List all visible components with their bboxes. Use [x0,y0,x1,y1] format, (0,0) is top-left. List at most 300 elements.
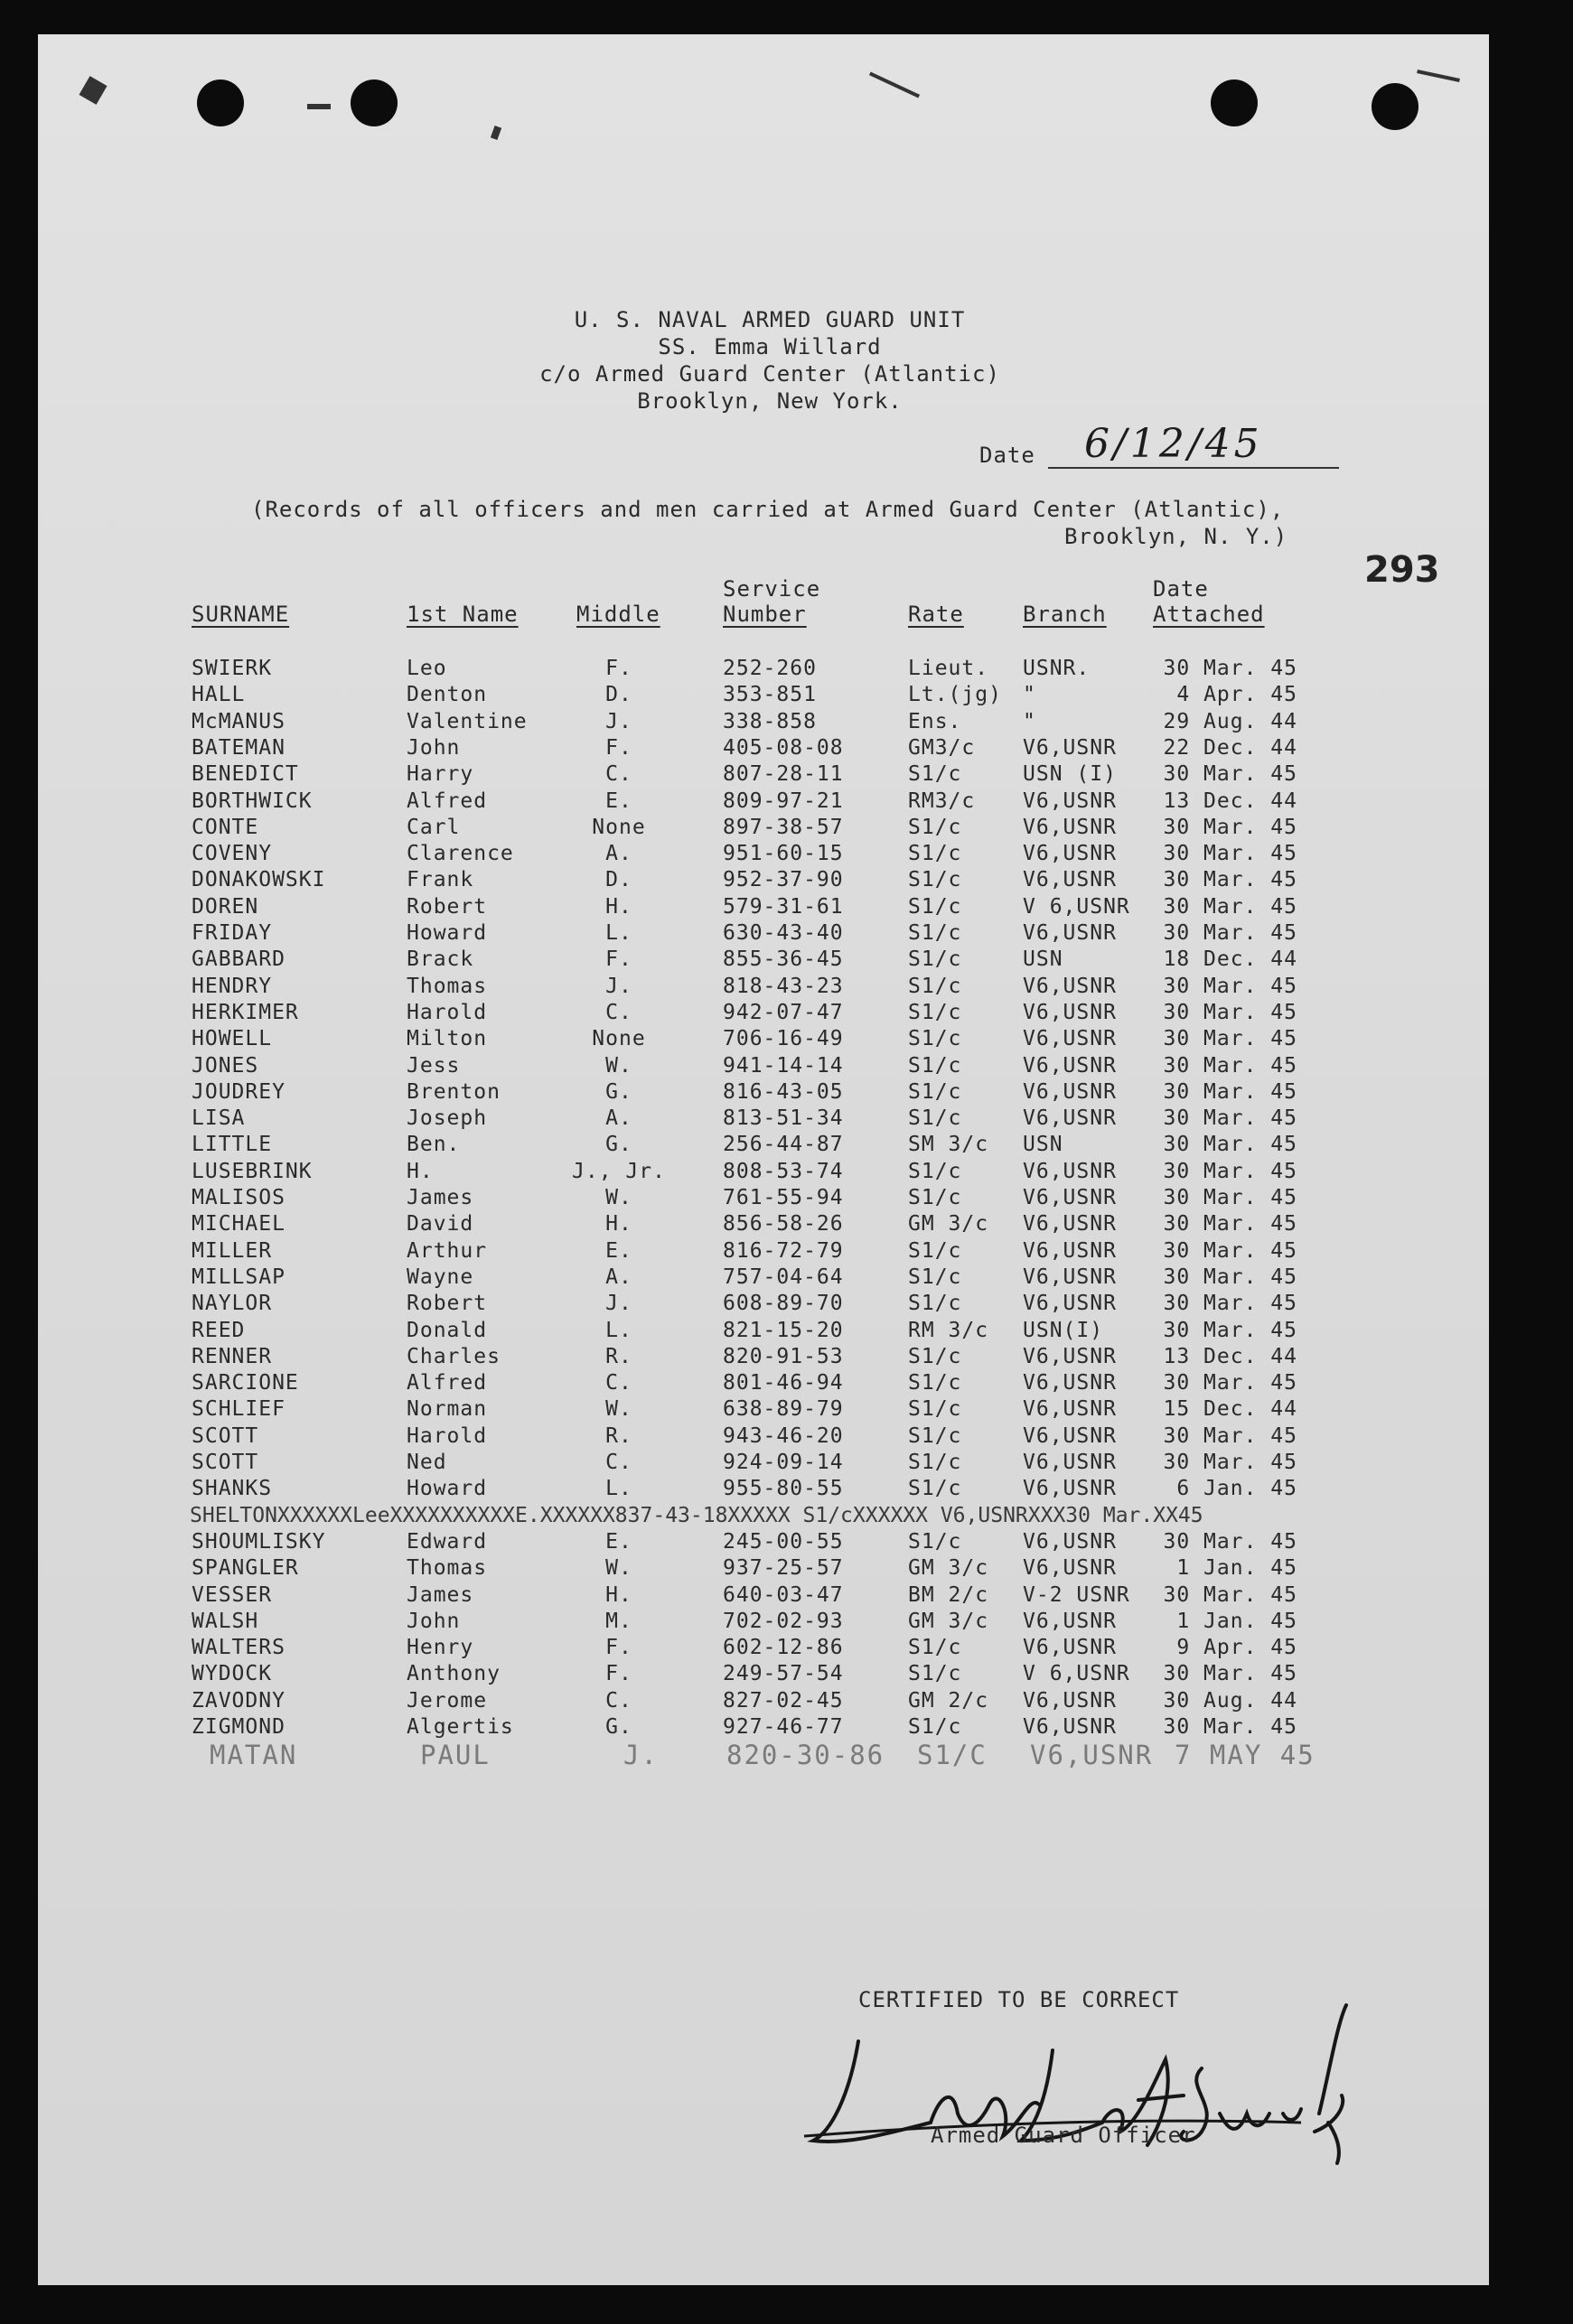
cell-rate: S1/c [908,1477,962,1501]
cell-middle: J. [623,1740,659,1771]
cell-service-number: 924-09-14 [723,1451,844,1474]
col-rate: Rate [908,602,964,627]
cell-branch: V 6,USNR [1023,1662,1130,1686]
header-unit: U. S. NAVAL ARMED GUARD UNIT [574,307,966,332]
table-row [0,842,1573,868]
table-row [0,1319,1573,1345]
page-number: 293 [1364,549,1440,591]
cell-rate: S1/c [908,868,962,892]
cell-service-number: 818-43-23 [723,974,844,998]
cell-date: 30 Mar. 45 [1163,1186,1297,1209]
cell-date: 22 Dec. 44 [1163,735,1297,760]
cell-first-name: Charles [407,1344,501,1368]
col-service-top: Service [723,576,821,602]
table-row [0,1610,1573,1636]
cell-branch: V6,USNR [1023,1371,1117,1395]
cell-surname: SHANKS [192,1477,273,1501]
cell-branch: V6,USNR [1023,1079,1117,1104]
cell-rate: S1/c [908,1636,962,1660]
cell-branch: V6,USNR [1023,1344,1117,1368]
cell-branch: V-2 USNR [1023,1582,1130,1607]
cell-surname: SWIERK [192,657,273,680]
certification-statement: CERTIFIED TO BE CORRECT [858,1987,1180,2012]
cell-first-name: Harry [407,762,474,787]
cell-middle: R. [605,1423,632,1448]
cell-rate: GM 2/c [908,1688,989,1713]
cell-service-number: 602-12-86 [723,1636,844,1660]
cell-date: 18 Dec. 44 [1163,947,1297,972]
cell-service-number: 809-97-21 [723,789,844,813]
table-row [0,895,1573,921]
cell-surname: MILLSAP [192,1265,286,1289]
cell-middle: F. [605,657,632,680]
cell-rate: S1/c [908,1053,962,1078]
cell-surname: NAYLOR [192,1292,273,1316]
table-row [0,1054,1573,1080]
cell-date: 30 Mar. 45 [1163,974,1297,998]
cell-service-number: 245-00-55 [723,1529,844,1554]
cell-first-name: Denton [407,683,488,707]
cell-first-name: Howard [407,1477,488,1501]
cell-branch: V6,USNR [1023,1451,1117,1474]
cell-rate: S1/c [908,974,962,998]
cell-middle: H. [605,894,632,919]
cell-date: 30 Mar. 45 [1163,1159,1297,1183]
cell-service-number: 820-91-53 [723,1344,844,1368]
cell-date: 30 Mar. 45 [1163,1318,1297,1342]
cell-branch: V6,USNR [1023,1238,1117,1263]
cell-middle: L. [605,1477,632,1501]
cell-branch: V6,USNR [1023,1106,1117,1131]
table-row [0,816,1573,842]
table-row [0,1239,1573,1265]
cell-first-name: Howard [407,921,488,945]
col-first-name: 1st Name [407,602,519,627]
table-row [0,1477,1573,1503]
table-row [0,710,1573,736]
table-row [0,1451,1573,1477]
cell-date: 30 Mar. 45 [1163,921,1297,945]
cell-service-number: 952-37-90 [723,868,844,892]
cell-first-name: Harold [407,1423,488,1448]
cell-middle: D. [605,683,632,707]
cell-rate: S1/c [908,1265,962,1289]
cell-rate: RM3/c [908,789,976,813]
cell-rate: GM 3/c [908,1609,989,1633]
cell-branch: V6,USNR [1023,921,1117,945]
cell-branch: V6,USNR [1023,1715,1117,1739]
cell-middle: H. [605,1582,632,1607]
records-note: (Records of all officers and men carried at Armed Guard Center (Atlantic), [251,497,1285,522]
cell-surname: LUSEBRINK [192,1159,313,1183]
cell-service-number: 943-46-20 [723,1423,844,1448]
cell-surname: DONAKOWSKI [192,868,326,892]
cell-first-name: Brack [407,947,474,972]
cell-surname: BATEMAN [192,735,286,760]
cell-surname: SCOTT [192,1451,259,1474]
struck-out-row: SHELTONXXXXXXLeeXXXXXXXXXXE.XXXXXX837-43-18XXXXX S1/cXXXXXX V6,USNRXXX30 Mar.XX45 [190,1503,1203,1527]
cell-first-name: James [407,1582,474,1607]
records-note-location: Brooklyn, N. Y.) [1064,524,1288,549]
date-value: 6/12/45 [1084,421,1263,467]
table-row [0,736,1573,762]
cell-surname: MALISOS [192,1186,286,1209]
cell-rate: S1/c [908,1397,962,1422]
cell-first-name: Ned [407,1451,447,1474]
cell-middle: F. [605,735,632,760]
col-date-top: Date [1153,576,1209,602]
cell-middle: J. [605,974,632,998]
table-row [0,1027,1573,1053]
cell-middle: R. [605,1344,632,1368]
cell-service-number: 827-02-45 [723,1688,844,1713]
table-row [0,789,1573,816]
cell-rate: S1/c [908,1344,962,1368]
cell-date: 4 Apr. 45 [1176,683,1297,707]
cell-rate: S1/c [908,921,962,945]
cell-branch: USN (I) [1023,762,1117,787]
cell-first-name: Jess [407,1053,461,1078]
table-row [0,1583,1573,1610]
cell-date: 30 Mar. 45 [1163,762,1297,787]
cell-service-number: 821-15-20 [723,1318,844,1342]
cell-middle: None [592,1027,646,1051]
cell-service-number: 941-14-14 [723,1053,844,1078]
cell-first-name: John [407,1609,461,1633]
cell-service-number: 820-30-86 [726,1740,885,1771]
cell-middle: E. [605,1238,632,1263]
cell-surname: MICHAEL [192,1212,286,1237]
cell-branch: V6,USNR [1023,1423,1117,1448]
cell-branch: V 6,USNR [1023,894,1130,919]
paper-mark [307,104,331,109]
cell-first-name: Joseph [407,1106,488,1131]
cell-date: 30 Mar. 45 [1163,1079,1297,1104]
cell-date: 29 Aug. 44 [1163,709,1297,733]
cell-service-number: 816-43-05 [723,1079,844,1104]
cell-first-name: Thomas [407,974,488,998]
cell-branch: " [1023,709,1036,733]
cell-first-name: Robert [407,894,488,919]
cell-branch: USN(I) [1023,1318,1104,1342]
cell-date: 30 Aug. 44 [1163,1688,1297,1713]
cell-rate: S1/c [908,1186,962,1209]
cell-middle: None [592,815,646,839]
cell-middle: W. [605,1397,632,1422]
cell-middle: G. [605,1715,632,1739]
cell-branch: V6,USNR [1023,1636,1117,1660]
table-row [0,1345,1573,1371]
table-row [0,1186,1573,1212]
cell-first-name: Harold [407,1000,488,1024]
cell-surname: LITTLE [192,1133,273,1157]
cell-rate: Lt.(jg) [908,683,1002,707]
table-row [0,1160,1573,1186]
cell-date: 30 Mar. 45 [1163,1582,1297,1607]
cell-date: 13 Dec. 44 [1163,789,1297,813]
cell-middle: C. [605,1371,632,1395]
cell-rate: S1/c [908,1106,962,1131]
table-row [0,1689,1573,1715]
cell-surname: CONTE [192,815,259,839]
cell-date: 30 Mar. 45 [1163,868,1297,892]
cell-service-number: 761-55-94 [723,1186,844,1209]
table-row [0,1636,1573,1662]
cell-middle: H. [605,1212,632,1237]
signer-title: Armed Guard Officer [931,2123,1196,2148]
cell-date: 30 Mar. 45 [1163,1529,1297,1554]
cell-middle: W. [605,1556,632,1581]
cell-first-name: Norman [407,1397,488,1422]
cell-surname: DOREN [192,894,259,919]
cell-rate: S1/c [908,842,962,866]
cell-service-number: 808-53-74 [723,1159,844,1183]
cell-service-number: 757-04-64 [723,1265,844,1289]
cell-date: 30 Mar. 45 [1163,657,1297,680]
cell-branch: V6,USNR [1023,1186,1117,1209]
cell-date: 30 Mar. 45 [1163,1133,1297,1157]
cell-middle: W. [605,1186,632,1209]
cell-middle: C. [605,1451,632,1474]
cell-branch: V6,USNR [1023,815,1117,839]
cell-rate: S1/c [908,1529,962,1554]
cell-middle: C. [605,1000,632,1024]
cell-middle: J. [605,709,632,733]
cell-rate: Lieut. [908,657,989,680]
cell-branch: V6,USNR [1023,1212,1117,1237]
cell-rate: S1/c [908,1079,962,1104]
table-row [0,1265,1573,1292]
cell-date: 30 Mar. 45 [1163,1000,1297,1024]
cell-middle: W. [605,1053,632,1078]
cell-middle: G. [605,1079,632,1104]
cell-service-number: 927-46-77 [723,1715,844,1739]
cell-surname: FRIDAY [192,921,273,945]
cell-service-number: 608-89-70 [723,1292,844,1316]
cell-date: 30 Mar. 45 [1163,1238,1297,1263]
cell-first-name: James [407,1186,474,1209]
cell-rate: S1/c [908,1159,962,1183]
cell-service-number: 338-858 [723,709,817,733]
cell-surname: SARCIONE [192,1371,299,1395]
cell-surname: MATAN [210,1740,298,1771]
cell-date: 30 Mar. 45 [1163,1662,1297,1686]
cell-service-number: 256-44-87 [723,1133,844,1157]
cell-service-number: 706-16-49 [723,1027,844,1051]
cell-first-name: Robert [407,1292,488,1316]
cell-middle: J., Jr. [572,1159,666,1183]
cell-surname: VESSER [192,1582,273,1607]
cell-service-number: 630-43-40 [723,921,844,945]
cell-first-name: Algertis [407,1715,514,1739]
cell-service-number: 816-72-79 [723,1238,844,1263]
cell-middle: M. [605,1609,632,1633]
cell-service-number: 937-25-57 [723,1556,844,1581]
punch-hole [1372,83,1419,130]
cell-date: 13 Dec. 44 [1163,1344,1297,1368]
cell-middle: D. [605,868,632,892]
cell-surname: WALTERS [192,1636,286,1660]
cell-surname: SHOUMLISKY [192,1529,326,1554]
cell-branch: V6,USNR [1023,868,1117,892]
cell-middle: L. [605,1318,632,1342]
cell-first-name: H. [407,1159,434,1183]
cell-first-name: Anthony [407,1662,501,1686]
cell-first-name: David [407,1212,474,1237]
cell-branch: V6,USNR [1030,1740,1154,1771]
cell-service-number: 955-80-55 [723,1477,844,1501]
cell-date: 30 Mar. 45 [1163,1423,1297,1448]
cell-surname: SCHLIEF [192,1397,286,1422]
cell-first-name: PAUL [420,1740,491,1771]
cell-rate: S1/c [908,815,962,839]
cell-middle: E. [605,789,632,813]
col-service-number: Number [723,602,807,627]
cell-rate: S1/c [908,1238,962,1263]
table-row [0,1292,1573,1318]
cell-branch: USN [1023,947,1063,972]
table-row [0,1371,1573,1397]
cell-rate: S1/c [908,1715,962,1739]
cell-branch: V6,USNR [1023,1609,1117,1633]
cell-first-name: Jerome [407,1688,488,1713]
table-row [0,1715,1573,1741]
cell-rate: SM 3/c [908,1133,989,1157]
cell-surname: MILLER [192,1238,273,1263]
cell-rate: GM3/c [908,735,976,760]
cell-first-name: Thomas [407,1556,488,1581]
cell-rate: S1/c [908,1662,962,1686]
cell-service-number: 942-07-47 [723,1000,844,1024]
cell-surname: RENNER [192,1344,273,1368]
cell-rate: S1/c [908,1371,962,1395]
cell-date: 30 Mar. 45 [1163,1715,1297,1739]
header-care-of: c/o Armed Guard Center (Atlantic) [539,361,1000,387]
cell-date: 30 Mar. 45 [1163,1265,1297,1289]
cell-surname: HERKIMER [192,1000,299,1024]
cell-first-name: Valentine [407,709,528,733]
cell-surname: BORTHWICK [192,789,313,813]
cell-rate: RM 3/c [908,1318,989,1342]
cell-surname: WYDOCK [192,1662,273,1686]
cell-branch: V6,USNR [1023,1027,1117,1051]
table-row [0,1662,1573,1688]
cell-first-name: Donald [407,1318,488,1342]
punch-hole [351,79,398,126]
cell-middle: L. [605,921,632,945]
cell-date: 1 Jan. 45 [1176,1556,1297,1581]
cell-date: 30 Mar. 45 [1163,894,1297,919]
date-underline [1048,467,1339,469]
cell-service-number: 405-08-08 [723,735,844,760]
header-city: Brooklyn, New York. [637,388,903,414]
cell-middle: C. [605,1688,632,1713]
cell-branch: V6,USNR [1023,789,1117,813]
signature [795,1987,1355,2177]
cell-date: 1 Jan. 45 [1176,1609,1297,1633]
cell-service-number: 813-51-34 [723,1106,844,1131]
cell-middle: J. [605,1292,632,1316]
cell-date: 30 Mar. 45 [1163,1027,1297,1051]
punch-hole [1211,79,1258,126]
cell-service-number: 702-02-93 [723,1609,844,1633]
cell-first-name: Alfred [407,1371,488,1395]
cell-date: 30 Mar. 45 [1163,1451,1297,1474]
cell-rate: BM 2/c [908,1582,989,1607]
cell-rate: S1/c [908,1423,962,1448]
punch-hole [197,79,244,126]
cell-service-number: 249-57-54 [723,1662,844,1686]
cell-branch: V6,USNR [1023,1159,1117,1183]
cell-date: 30 Mar. 45 [1163,1212,1297,1237]
cell-rate: S1/c [908,1000,962,1024]
cell-surname: McMANUS [192,709,286,733]
cell-middle: F. [605,1636,632,1660]
table-row [0,762,1573,789]
cell-date: 30 Mar. 45 [1163,1292,1297,1316]
cell-middle: F. [605,947,632,972]
cell-surname: COVENY [192,842,273,866]
cell-first-name: Arthur [407,1238,488,1263]
table-row [0,1106,1573,1133]
cell-first-name: Clarence [407,842,514,866]
cell-rate: Ens. [908,709,962,733]
table-row [0,657,1573,683]
cell-rate: S1/c [908,762,962,787]
cell-surname: BENEDICT [192,762,299,787]
table-row [0,1001,1573,1027]
cell-branch: V6,USNR [1023,1556,1117,1581]
cell-surname: SPANGLER [192,1556,299,1581]
cell-middle: A. [605,842,632,866]
cell-branch: V6,USNR [1023,1688,1117,1713]
cell-surname: HALL [192,683,246,707]
cell-rate: S1/c [908,947,962,972]
cell-surname: REED [192,1318,246,1342]
cell-surname: HENDRY [192,974,273,998]
table-row [0,1080,1573,1106]
cell-service-number: 353-851 [723,683,817,707]
table-row [0,683,1573,709]
cell-first-name: Milton [407,1027,488,1051]
cell-date: 6 Jan. 45 [1176,1477,1297,1501]
cell-first-name: Ben. [407,1133,461,1157]
cell-first-name: John [407,735,461,760]
cell-first-name: Leo [407,657,447,680]
table-row [0,921,1573,947]
table-row [0,1212,1573,1238]
cell-service-number: 640-03-47 [723,1582,844,1607]
cell-middle: G. [605,1133,632,1157]
cell-branch: V6,USNR [1023,1053,1117,1078]
cell-middle: F. [605,1662,632,1686]
cell-branch: USNR. [1023,657,1091,680]
table-row [0,1424,1573,1451]
cell-date: 30 Mar. 45 [1163,1106,1297,1131]
table-row [0,1530,1573,1556]
cell-surname: WALSH [192,1609,259,1633]
col-date-attached: Attached [1153,602,1265,627]
table-row [0,947,1573,974]
cell-branch: V6,USNR [1023,1397,1117,1422]
cell-surname: GABBARD [192,947,286,972]
cell-service-number: 855-36-45 [723,947,844,972]
cell-middle: C. [605,762,632,787]
cell-date: 7 MAY 45 [1175,1740,1316,1771]
cell-surname: LISA [192,1106,246,1131]
cell-first-name: Brenton [407,1079,501,1104]
col-surname: SURNAME [192,602,290,627]
